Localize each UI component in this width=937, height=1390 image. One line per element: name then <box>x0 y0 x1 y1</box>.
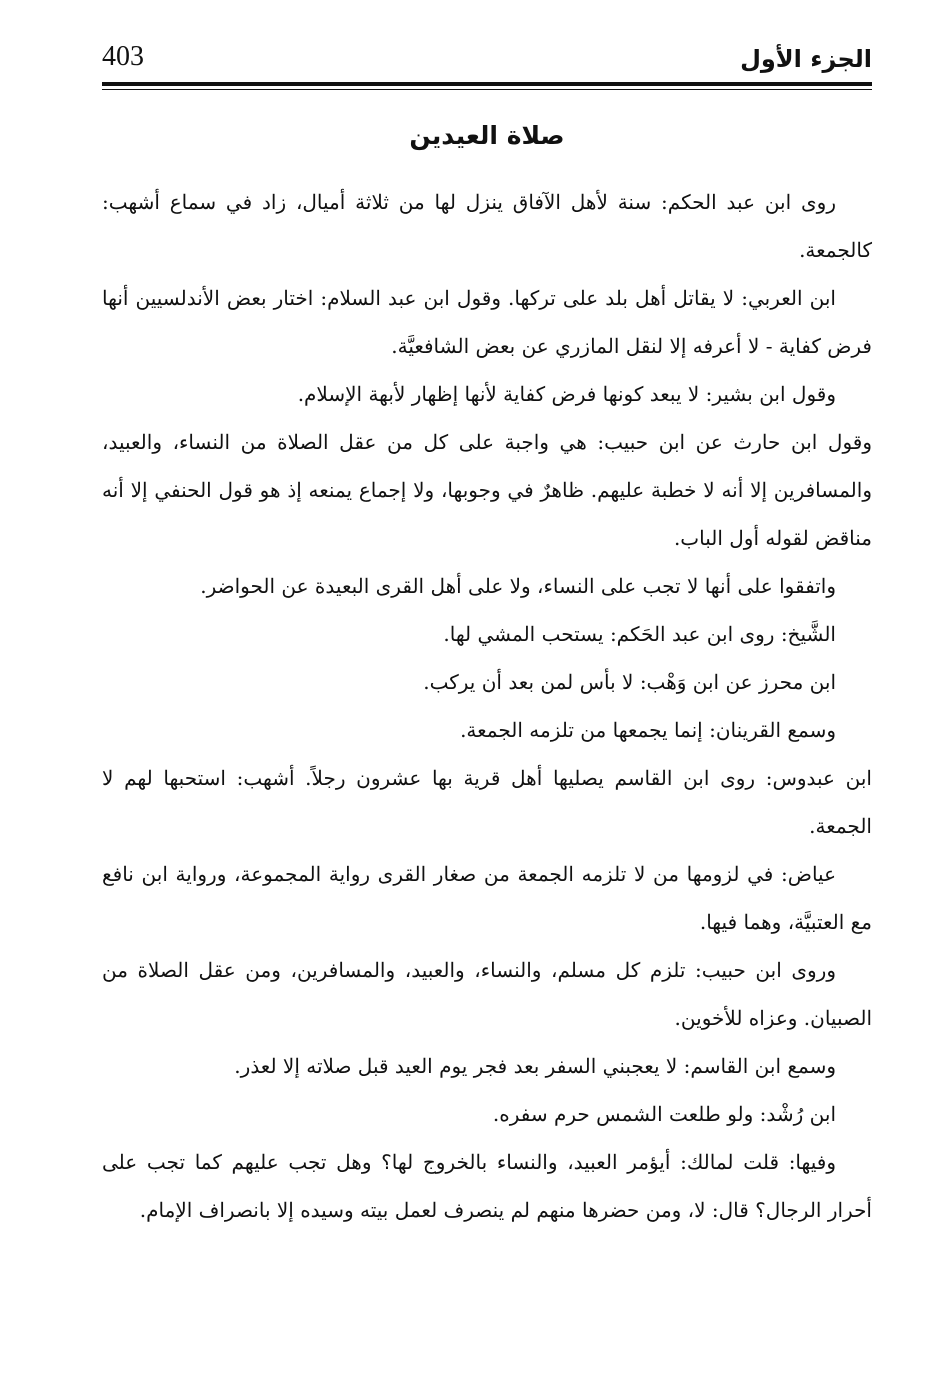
paragraph: ابن محرز عن ابن وَهْب: لا بأس لمن بعد أن يركب. <box>423 670 836 694</box>
paragraph: ابن عبدوس: روى ابن القاسم يصليها أهل قرية بها عشرون رجلاً. أشهب: استحبها لهم لا الجمعة. <box>102 766 872 838</box>
paragraph: وسمع القرينان: إنما يجمعها من تلزمه الجمعة. <box>460 718 836 742</box>
paragraph: وسمع ابن القاسم: لا يعجبني السفر بعد فجر يوم العيد قبل صلاته إلا لعذر. <box>234 1054 836 1078</box>
paragraph: وقول ابن حارث عن ابن حبيب: هي واجبة على كل من عقل الصلاة من النساء، والعبيد، والمسافرين إلا أنه لا خطبة عليهم. ظاهرٌ في وجوبها، ولا إجماع يمنعه إذ هو قول الحنفي إلا أنه مناقض لقوله أول الباب. <box>102 430 872 550</box>
paragraph: روى ابن عبد الحكم: سنة لأهل الآفاق ينزل لها من ثلاثة أميال، زاد في سماع أشهب: كالجمعة. <box>102 190 872 262</box>
paragraph: وقول ابن بشير: لا يبعد كونها فرض كفاية لأنها إظهار لأبهة الإسلام. <box>297 382 836 406</box>
paragraph: عياض: في لزومها من لا تلزمه الجمعة من صغار القرى رواية المجموعة، ورواية ابن نافع مع العتبيَّة، وهما فيها. <box>102 862 872 934</box>
volume-title: الجزء الأول <box>740 45 872 73</box>
paragraph: الشَّيخ: روى ابن عبد الحَكم: يستحب المشي لها. <box>443 622 836 646</box>
paragraph: ابن رُشْد: ولو طلعت الشمس حرم سفره. <box>492 1102 836 1126</box>
paragraph: واتفقوا على أنها لا تجب على النساء، ولا على أهل القرى البعيدة عن الحواضر. <box>200 574 836 598</box>
section-title: صلاة العيدين <box>409 121 565 150</box>
paragraph: وروى ابن حبيب: تلزم كل مسلم، والنساء، والعبيد، والمسافرين، ومن عقل الصلاة من الصبيان. وعزاه للأخوين. <box>102 958 872 1030</box>
header-rule-thin <box>102 89 872 90</box>
paragraph: وفيها: قلت لمالك: أيؤمر العبيد، والنساء بالخروج لها؟ وهل تجب عليهم كما تجب على أحرار الرجال؟ قال: لا، ومن حضرها منهم لم ينصرف لعمل بيته وسيده إلا بانصراف الإمام. <box>102 1150 872 1222</box>
book-page <box>102 40 872 1234</box>
running-header <box>102 40 872 80</box>
paragraph: ابن العربي: لا يقاتل أهل بلد على تركها. وقول ابن عبد السلام: اختار بعض الأندلسيين أنها فرض كفاية - لا أعرفه إلا لنقل المازري عن بعض الشافعيَّة. <box>102 286 872 358</box>
page-number: 403 <box>102 41 144 72</box>
body-text <box>102 178 872 1234</box>
header-rule-thick <box>102 82 872 86</box>
